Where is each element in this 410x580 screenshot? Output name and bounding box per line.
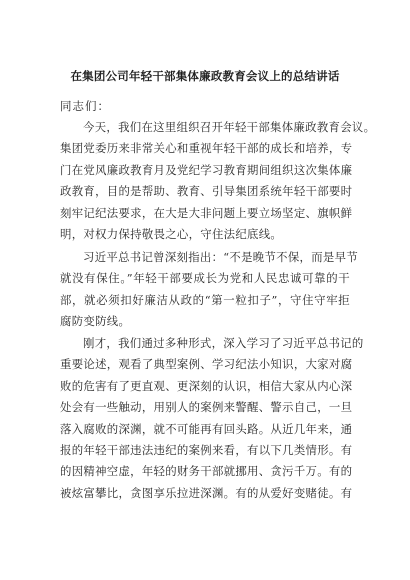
paragraph-quote [60, 247, 359, 333]
text-line: 被炫富攀比，贪图享乐拉进深渊。有的从爱好变赌徒。有 [60, 485, 353, 500]
document-title: 在集团公司年轻干部集体廉政教育会议上的总结讲话 [70, 69, 340, 83]
text-line: 政教育，目的是帮助、教育、引导集团系统年轻干部要时 [60, 184, 353, 199]
text-line: 集团党委历来非常关心和重视年轻干部的成长和培养，专 [60, 141, 353, 156]
text-line: 败的危害有了更直观、更深刻的认识，相信大家从内心深 [60, 378, 353, 393]
text-line: 刚才，我们通过多种形式，深入学习了习近平总书记的 [83, 336, 364, 350]
text-line: 明，对权力保持敬畏之心，守住法纪底线。 [60, 226, 283, 241]
text-line: 刻牢记纪法要求，在大是大非问题上要立场坚定、旗帜鲜 [60, 205, 353, 220]
text-line: 落入腐败的深渊，就不可能再有回头路。从近几年来，通 [60, 421, 353, 436]
text-line: 今天，我们在这里组织召开年轻干部集体廉政教育会议。 [83, 120, 376, 134]
text-line: 习近平总书记曾深刻指出：“不是晚节不保，而是早节 [83, 250, 359, 264]
text-line: 处会有一些触动，用别人的案例来警醒、警示自己，一旦 [60, 400, 353, 415]
paragraph-cases [60, 333, 364, 504]
text-line: 重要论述，观看了典型案例、学习纪法小知识，大家对腐 [60, 357, 353, 372]
text-line: 门在党风廉政教育月及党纪学习教育期间组织这次集体廉 [60, 162, 353, 177]
text-line: 部，就必须扣好廉洁从政的“第一粒扣子”，守住守牢拒 [60, 292, 350, 307]
text-line: 腐防变防线。 [60, 314, 131, 329]
paragraph-opening [60, 117, 376, 245]
salutation: 同志们： [60, 99, 110, 113]
text-line: 报的年轻干部违法违纪的案例来看，有以下几类情形。有 [60, 442, 353, 457]
text-line: 就没有保住。”年轻干部要成长为党和人民忠诚可靠的干 [60, 271, 350, 286]
text-line: 的因精神空虚，年轻的财务干部就挪用、贪污千万。有的 [60, 464, 353, 479]
